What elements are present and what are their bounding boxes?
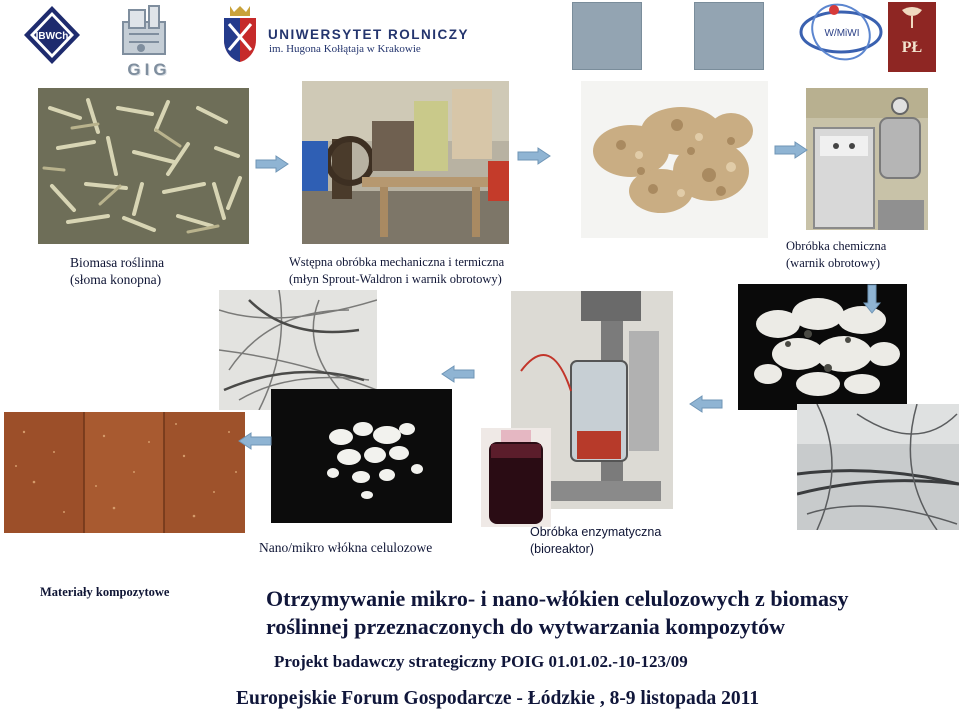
gig-logo-mark xyxy=(119,4,177,62)
rotary-digester-photo xyxy=(806,88,928,230)
ur-university-name: UNIWERSYTET ROLNICZY xyxy=(268,27,469,42)
caption-composites: Materiały kompozytowe xyxy=(40,585,170,599)
right-arrow-icon xyxy=(517,147,551,165)
caption-enzymatic-line1: Obróbka enzymatyczna xyxy=(530,525,662,539)
right-arrow-icon xyxy=(255,155,289,173)
pulp-fibers-photo xyxy=(581,81,768,238)
caption-nano-fibers: Nano/mikro włókna celulozowe xyxy=(259,540,433,555)
pl-logo-text: PŁ xyxy=(901,39,923,56)
right-arrow-icon xyxy=(774,141,808,159)
sprout-waldron-mill-photo xyxy=(302,81,509,244)
ibwch-logo xyxy=(22,4,82,66)
ur-shield-logo xyxy=(222,4,258,64)
down-arrow-icon xyxy=(863,284,881,314)
caption-chemical xyxy=(786,238,886,272)
gray-logo-placeholder-2 xyxy=(694,2,764,70)
composite-materials-photo xyxy=(4,412,245,533)
page-title xyxy=(266,585,946,641)
left-arrow-icon xyxy=(441,365,475,383)
ibwch-logo-text: IBWCh xyxy=(35,31,69,42)
caption-biomass-line2: (słoma konopna) xyxy=(70,272,162,287)
gray-logo-placeholder-1 xyxy=(572,2,642,70)
forum-footer: Europejskie Forum Gospodarcze - Łódzkie , 8-9 listopada 2011 xyxy=(236,688,760,709)
caption-mechanical-line1: Wstępna obróbka mechaniczna i termiczna xyxy=(289,255,505,269)
page-title-line2: roślinnej przeznaczonych do wytwarzania kompozytów xyxy=(266,614,785,639)
wimiwi-logo-text: W/MiWI xyxy=(824,28,860,39)
left-arrow-icon xyxy=(238,432,272,450)
caption-chemical-line1: Obróbka chemiczna xyxy=(786,239,887,253)
hemp-straw-photo xyxy=(38,88,249,244)
caption-mechanical-line2: (młyn Sprout-Waldron i warnik obrotowy) xyxy=(289,272,502,286)
caption-enzymatic-line2: (bioreaktor) xyxy=(530,542,594,556)
wimiwi-logo xyxy=(796,2,886,68)
left-arrow-icon xyxy=(689,395,723,413)
pl-logo xyxy=(888,2,936,72)
caption-biomass-line1: Biomasa roślinna xyxy=(70,255,165,270)
ur-university-subtitle: im. Hugona Kołłątaja w Krakowie xyxy=(269,43,421,55)
caption-enzymatic xyxy=(530,524,661,558)
caption-mechanical xyxy=(289,254,504,288)
gig-logo-text: GIG xyxy=(127,60,171,79)
enzyme-bottle-photo xyxy=(481,428,551,527)
chemically-treated-fibers-photo xyxy=(738,284,907,410)
fibers-micrograph-photo xyxy=(797,404,959,530)
caption-chemical-line2: (warnik obrotowy) xyxy=(786,256,881,270)
page-title-line1: Otrzymywanie mikro- i nano-włókien celulozowych z biomasy xyxy=(266,586,849,611)
nano-fibers-photo xyxy=(271,389,452,523)
caption-biomass xyxy=(70,254,164,288)
project-number: Projekt badawczy strategiczny POIG 01.01.02.-10-123/09 xyxy=(274,652,688,671)
